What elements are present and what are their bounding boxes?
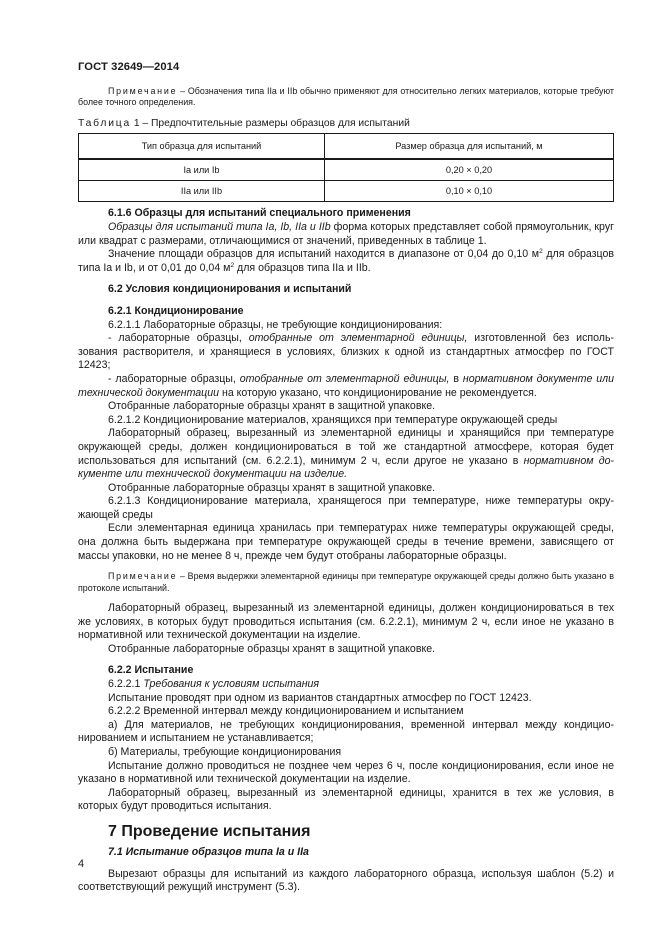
section-6-2-title: 6.2 Условия кондиционирования и испытаний bbox=[108, 283, 352, 296]
table-cell: 0,20 × 0,20 bbox=[325, 159, 614, 181]
paragraph: б) Материалы, требующие кондиционирования bbox=[108, 746, 342, 758]
spacer bbox=[78, 563, 614, 571]
spacer bbox=[78, 594, 614, 602]
table-cell: 0,10 × 0,10 bbox=[325, 181, 614, 202]
table-cell: IIa или IIb bbox=[79, 181, 325, 202]
table-1-caption bbox=[78, 117, 614, 131]
text: - лабораторные образцы, bbox=[108, 332, 249, 345]
italic-text: отобранные от элементарной единицы, bbox=[248, 332, 468, 345]
italic-text: Образцы для испытаний типа Ia, Ib, IIa и IIb bbox=[108, 221, 331, 233]
paragraph: Испытание должно проводиться не позднее чем через 6 ч, после кондиционирования, если иное не указано в нормативной или технической документации на изделие. bbox=[78, 759, 614, 786]
table-header-row bbox=[79, 134, 614, 160]
text: - лабораторные образцы, bbox=[108, 372, 240, 385]
paragraph bbox=[78, 678, 614, 692]
section-6-1-6-para-1 bbox=[78, 221, 614, 248]
italic-text: Требования к условиям испытания bbox=[143, 678, 320, 691]
section-6-1-6-para-2 bbox=[78, 248, 614, 275]
note-2-text: – Время выдержки элементарной единицы при температуре окружающей среды должно быть указано в протоколе испытаний. bbox=[78, 571, 614, 593]
text: Лабораторный образец, вырезанный из элементарной единицы и хранящийся при температуре окружающей среды, должен кондиционироваться в той же стандартной атмосфере, которая будет использоваться для испытаний (см. 6.2.2.1), минимум 2 ч, если другое не указано в bbox=[78, 427, 614, 467]
section-6-1-6-title: 6.1.6 Образцы для испытаний специального применения bbox=[108, 207, 411, 220]
note-1-label: Примечание bbox=[108, 86, 178, 96]
note-2-label: Примечание bbox=[108, 571, 178, 582]
paragraph: Отобранные лабораторные образцы хранят в защитной упаковке. bbox=[108, 642, 436, 655]
table-row bbox=[79, 181, 614, 202]
paragraph: Отобранные лабораторные образцы хранят в защитной упаковке. bbox=[108, 481, 436, 494]
spacer bbox=[78, 297, 614, 305]
paragraph: Если элементарная единица хранилась при температурах ниже температуры окружающей среды, она должна быть выдержана при температуре окружающей среды в течение времени, зависящего от массы упаковки, но не менее 8 ч, прежде чем будут отобраны лабораторные образцы. bbox=[78, 522, 614, 562]
paragraph bbox=[78, 427, 614, 481]
section-6-2-2-title: 6.2.2 Испытание bbox=[108, 664, 194, 677]
section-6-2-1-title: 6.2.1 Кондиционирование bbox=[108, 304, 244, 317]
page-number: 4 bbox=[78, 858, 85, 870]
spacer bbox=[78, 860, 614, 868]
table-1-caption-label: Таблица bbox=[78, 117, 131, 129]
paragraph: 6.2.1.3 Кондиционирование материала, хранящегося при температуре, ниже температуры окружающей среды bbox=[78, 495, 614, 521]
text: изготовленной без использования растворителя, и хранящиеся в условиях, близких к одной из стандартных атмосфер по ГОСТ 12423; bbox=[78, 332, 614, 372]
note-2 bbox=[78, 571, 614, 594]
paragraph: Испытание проводят при одном из вариантов стандартных атмосфер по ГОСТ 12423. bbox=[108, 691, 532, 704]
text: в bbox=[449, 372, 463, 385]
text: для образцов типа Ia и Ib, и от 0,01 до 0,04 м bbox=[78, 248, 614, 274]
standard-header: ГОСТ 32649—2014 bbox=[78, 61, 180, 73]
superscript: 2 bbox=[230, 261, 235, 269]
paragraph: Отобранные лабораторные образцы хранят в защитной упаковке. bbox=[108, 400, 436, 413]
italic-text: нормативном документе или технической документации на изделие. bbox=[78, 454, 614, 481]
section-7-1-title: 7.1 Испытание образцов типа Ia и IIa bbox=[108, 845, 309, 858]
note-1-text: – Обозначения типа IIa и IIb обычно применяют для относительно легких материалов, которые требуют более точного определения. bbox=[78, 86, 614, 108]
table-header-cell: Тип образца для испытаний bbox=[79, 134, 325, 160]
paragraph: 6.2.1.1 Лабораторные образцы, не требующие кондиционирования: bbox=[108, 318, 443, 331]
text: для образцов типа IIa и IIb. bbox=[234, 261, 371, 274]
paragraph: Лабораторный образец, вырезанный из элементарной единицы, должен кондиционироваться в тех же условиях, в которых будут проводиться испытания (см. 6.2.2.1), минимум 2 ч, если иное не указано в нормативной или технической документации на изделие. bbox=[78, 602, 614, 642]
spacer bbox=[78, 656, 614, 664]
spacer bbox=[78, 275, 614, 283]
table-cell: Ia или Ib bbox=[79, 159, 325, 181]
text: 6.2.2.1 bbox=[108, 678, 144, 691]
paragraph: 6.2.2.2 Временной интервал между кондиционированием и испытанием bbox=[108, 705, 464, 718]
table-row bbox=[79, 159, 614, 181]
text: на которую указано, что кондиционирование не рекомендуется. bbox=[219, 386, 537, 399]
italic-text: отобранные от элементарной единицы, bbox=[239, 372, 450, 385]
page-content bbox=[78, 86, 614, 895]
paragraph: Вырезают образцы для испытаний из каждого лабораторного образца, используя шаблон (5.2) и соответствующий режущий инструмент (5.3). bbox=[78, 867, 614, 894]
text: форма которых представляет собой прямоугольник, круг или квадрат с размерами, отличающимися от значений, приведенных в таблице 1. bbox=[78, 221, 614, 247]
paragraph: Лабораторный образец, вырезанный из элементарной единицы, хранится в тех же условия, в которых будут проводиться испытания. bbox=[78, 786, 614, 813]
paragraph: а) Для материалов, не требующих кондиционирования, временной интервал между кондиционированием и испытанием не устанавливается; bbox=[78, 718, 614, 745]
superscript: 2 bbox=[539, 248, 543, 256]
text: Значение площади образцов для испытаний находится в диапазоне от 0,04 до 0,10 м bbox=[108, 248, 540, 261]
note-1 bbox=[78, 86, 614, 109]
table-1 bbox=[78, 133, 614, 202]
paragraph: 6.2.1.2 Кондиционирование материалов, хранящихся при температуре окружающей среды bbox=[108, 413, 558, 426]
table-header-cell: Размер образца для испытаний, м bbox=[325, 134, 614, 160]
paragraph bbox=[78, 332, 614, 373]
paragraph bbox=[78, 373, 614, 400]
section-7-title: 7 Проведение испытания bbox=[108, 822, 311, 840]
italic-text: нормативном документе или технической документации bbox=[78, 372, 614, 399]
table-1-caption-text: 1 – Предпочтительные размеры образцов для испытаний bbox=[130, 117, 410, 129]
